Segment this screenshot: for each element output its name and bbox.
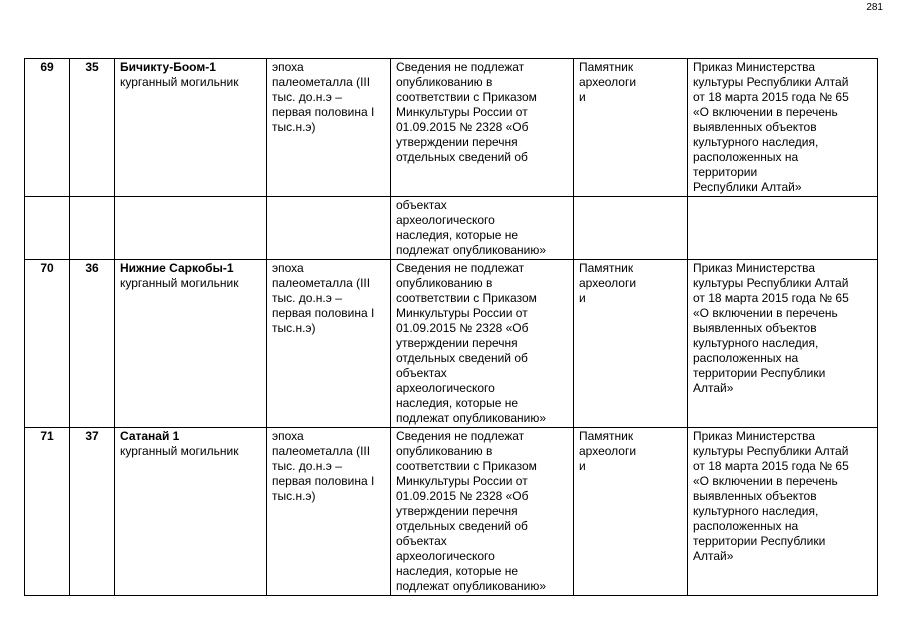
- dating-cell: эпоха палеометалла (III тыс. до.н.э – первая половина I тыс.н.э): [267, 428, 391, 596]
- row-local-index: [70, 197, 115, 260]
- info-cell: Сведения не подлежат опубликованию в соответствии с Приказом Минкультуры России от 01.09.2015 № 2328 «Об утверждении перечня отдельных сведений об: [391, 59, 574, 197]
- object-name: Нижние Саркобы-1: [120, 261, 234, 275]
- table-row: [25, 428, 878, 596]
- object-name-cell: [115, 59, 267, 197]
- dating-cell: эпоха палеометалла (III тыс. до.н.э – первая половина I тыс.н.э): [267, 260, 391, 428]
- row-local-index: 35: [70, 59, 115, 197]
- heritage-registry-table: [24, 58, 878, 596]
- info-cell: Сведения не подлежат опубликованию в соответствии с Приказом Минкультуры России от 01.09.2015 № 2328 «Об утверждении перечня отдельных сведений об объектах археологического наследия, которые не подлежат опубликованию»: [391, 260, 574, 428]
- object-type: курганный могильник: [120, 75, 239, 89]
- row-index: 71: [25, 428, 70, 596]
- object-name-cell: [115, 260, 267, 428]
- page-number: 281: [866, 2, 883, 13]
- object-name: Бичикту-Боом-1: [120, 60, 216, 74]
- object-name-cell: [115, 197, 267, 260]
- row-index: [25, 197, 70, 260]
- category-cell: Памятник археологи и: [574, 260, 688, 428]
- row-local-index: 37: [70, 428, 115, 596]
- document-cell: Приказ Министерства культуры Республики Алтай от 18 марта 2015 года № 65 «О включении в перечень выявленных объектов культурного наследия, расположенных на территории Республики Алтай»: [688, 59, 878, 197]
- dating-cell: [267, 197, 391, 260]
- table-row: [25, 260, 878, 428]
- object-name-cell: [115, 428, 267, 596]
- document-cell: [688, 197, 878, 260]
- row-index: 70: [25, 260, 70, 428]
- row-index: 69: [25, 59, 70, 197]
- info-cell: Сведения не подлежат опубликованию в соответствии с Приказом Минкультуры России от 01.09.2015 № 2328 «Об утверждении перечня отдельных сведений об объектах археологического наследия, которые не подлежат опубликованию»: [391, 428, 574, 596]
- object-type: курганный могильник: [120, 276, 239, 290]
- dating-cell: эпоха палеометалла (III тыс. до.н.э – первая половина I тыс.н.э): [267, 59, 391, 197]
- row-local-index: 36: [70, 260, 115, 428]
- document-cell: Приказ Министерства культуры Республики Алтай от 18 марта 2015 года № 65 «О включении в перечень выявленных объектов культурного наследия, расположенных на территории Республики Алтай»: [688, 260, 878, 428]
- object-type: курганный могильник: [120, 444, 239, 458]
- info-cell: объектах археологического наследия, которые не подлежат опубликованию»: [391, 197, 574, 260]
- category-cell: Памятник археологи и: [574, 59, 688, 197]
- table-row: [25, 197, 878, 260]
- category-cell: [574, 197, 688, 260]
- category-cell: Памятник археологи и: [574, 428, 688, 596]
- table-row: [25, 59, 878, 197]
- object-name: Сатанай 1: [120, 429, 180, 443]
- document-cell: Приказ Министерства культуры Республики Алтай от 18 марта 2015 года № 65 «О включении в перечень выявленных объектов культурного наследия, расположенных на территории Республики Алтай»: [688, 428, 878, 596]
